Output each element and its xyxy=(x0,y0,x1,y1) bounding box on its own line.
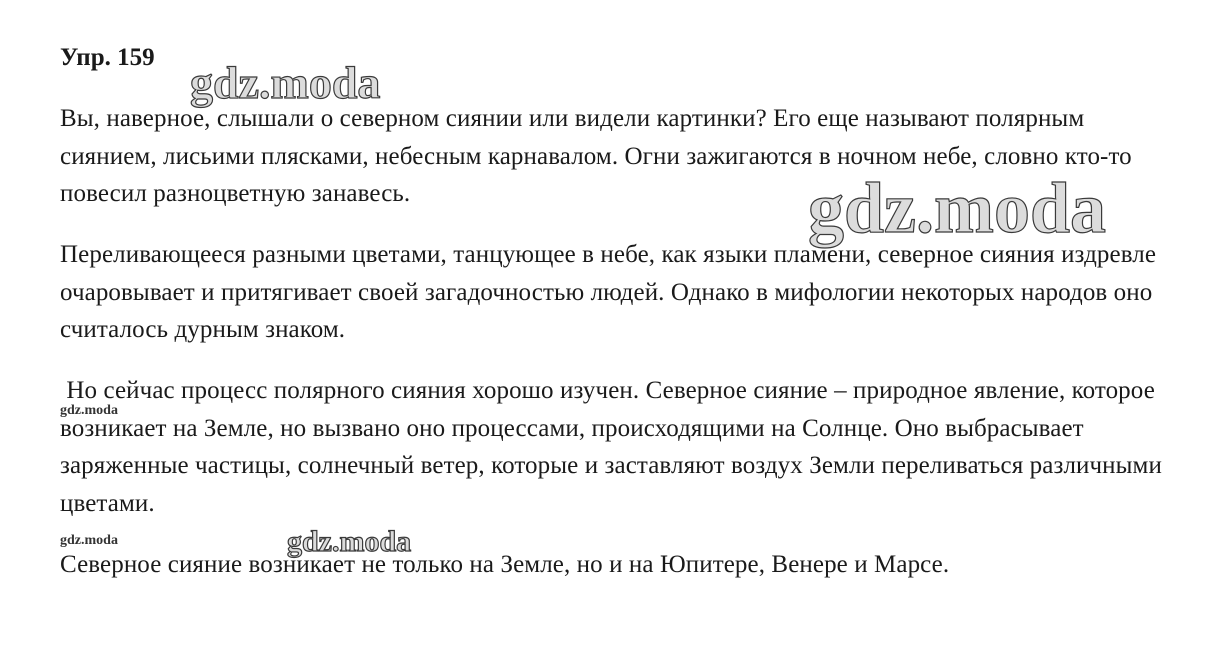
watermark-logo: gdz.moda xyxy=(287,525,412,558)
watermark-small: gdz.moda xyxy=(60,533,118,548)
watermark-logo: gdz.moda xyxy=(808,168,1107,248)
paragraph-4: Северное сияние возникает не только на Земле, но и на Юпитере, Венере и Марсе. xyxy=(60,551,950,578)
paragraph-2: Переливающееся разными цветами, танцующее в небе, как языки пламени, северное сияния издревле очаровывает и притягивает своей загадочностью людей. Однако в мифологии некоторых народов оно считалось дурным знаком. xyxy=(60,241,1157,343)
paragraph-3: Но сейчас процесс полярного сияния хорошо изучен. Северное сияние – природное явление, которое возникает на Земле, но вызвано оно процессами, происходящими на Солнце. Оно выбрасывает заряженные частицы, солнечный ветер, которые и заставляют воздух Земли переливаться различными цветами. xyxy=(60,377,1169,517)
watermark-small: gdz.moda xyxy=(60,403,118,418)
paragraph-1: Вы, наверное, слышали о северном сиянии или видели картинки? Его еще называют полярным сиянием, лисьими плясками, небесным карнавалом. Огни зажигаются в ночном небе, словно кто-то повесил разноцветную занавесь. xyxy=(60,105,1132,207)
watermark-logo: gdz.moda xyxy=(190,57,381,108)
exercise-heading: Упр. 159 xyxy=(60,44,155,71)
